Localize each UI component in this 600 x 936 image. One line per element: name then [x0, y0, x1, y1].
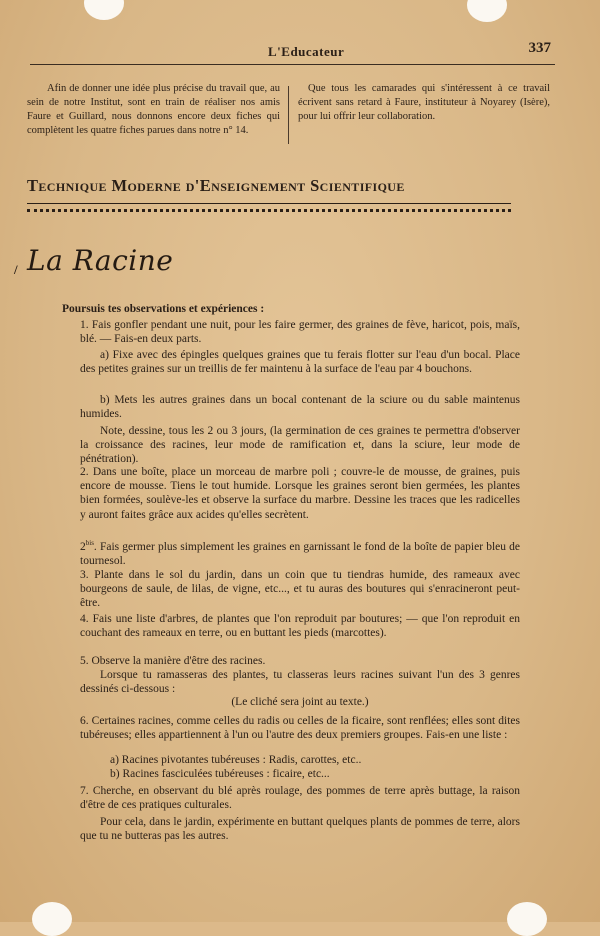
item-6-b: b) Racines fasciculées tubéreuses : ficaire, etc... [110, 768, 330, 781]
item-7-text: Pour cela, dans le jardin, expérimente en buttant quelques plants de pommes de terre, alors que tu ne butteras pas les autres. [80, 816, 520, 843]
item-4: 4. Fais une liste d'arbres, de plantes que l'on reproduit par boutures; — que l'on reproduit en couchant des rameaux en terre, ou en buttant les pieds (marcottes). [80, 613, 520, 640]
running-header [30, 40, 555, 65]
item-2: 2. Dans une boîte, place un morceau de marbre poli ; couvre-le de mousse, de graines, puis encore de mousse. Tiens le tout humide. Lorsque les graines seront bien germées, les plantes bien formées, soulève-les et observe la surface du marbre. Dessine les traces que les radicelles y auront faites grâce aux acides qu'elles secrètent. [80, 466, 520, 521]
column-divider [288, 86, 289, 144]
subheading: Poursuis tes observations et expériences : [62, 303, 265, 315]
item-6-a: a) Racines pivotantes tubéreuses : Radis, carottes, etc.. [110, 754, 362, 766]
item-2-bis-text: . Fais germer plus simplement les graines en garnissant le fond de la boîte de papier bleu de tournesol. [80, 540, 520, 568]
item-1-a: a) Fixe avec des épingles quelques graines que tu ferais flotter sur l'eau d'un bocal. Place des petites graines sur un treillis de fer maintenu à la surface de l'eau par 4 bouchons. [80, 349, 520, 376]
item-5-text: Lorsque tu ramasseras des plantes, tu classeras leurs racines suivant l'un des 3 genres dessinés ci-dessous : [80, 669, 520, 696]
margin-mark: / [14, 262, 18, 277]
item-2-bis [80, 536, 520, 568]
item-1-note: Note, dessine, tous les 2 ou 3 jours, (la germination de ces graines te permettra d'observer la croissance des racines, leur mode de ramification et, dans la sciure, leur mode de pénétration). [80, 425, 520, 466]
intro-right-paragraph: Que tous les camarades qui s'intéressent à ce travail écrivent sans retard à Faure, instituteur à Noyarey (Isère), pour lui offrir leur collaboration. [298, 83, 550, 122]
binder-hole-bottom-left [32, 902, 72, 936]
item-1-b: b) Mets les autres graines dans un bocal contenant de la sciure ou du sable maintenus humides. [80, 394, 520, 421]
item-5: 5. Observe la manière d'être des racines. [80, 655, 266, 667]
binder-hole-bottom-right [507, 902, 547, 936]
intro-left-paragraph: Afin de donner une idée plus précise du travail que, au sein de notre Institut, sont en train de réaliser nos amis Faure et Guillard, nous donnons encore deux fiches qui complètent les quatre fiches parues dans notre n° 14. [27, 83, 280, 136]
section-title-rule [27, 203, 511, 204]
item-7: 7. Cherche, en observant du blé après roulage, des pommes de terre après buttage, la raison d'être de ces pratiques culturales. [80, 785, 520, 812]
page-number: 337 [528, 40, 551, 56]
journal-name: L'Educateur [268, 44, 345, 59]
binder-hole-top-left [84, 0, 124, 20]
page-title: La Racine [27, 244, 174, 277]
image-caption: (Le cliché sera joint au texte.) [231, 696, 369, 708]
section-title: Technique Moderne d'Enseignement Scientifique [27, 176, 405, 195]
item-2-bis-superscript: bis [85, 539, 94, 547]
item-2-bis-number: 2 [80, 540, 86, 553]
item-1: 1. Fais gonfler pendant une nuit, pour les faire germer, des graines de fève, haricot, pois, maïs, blé. — Fais-en deux parts. [80, 319, 520, 346]
item-6: 6. Certaines racines, comme celles du radis ou celles de la ficaire, sont renflées; elles sont dites tubéreuses; elles appartiennent à l'un ou l'autre des deux premiers groupes. Fais-en une liste : [80, 715, 520, 742]
section-title-dotted-rule [27, 209, 511, 212]
binder-hole-top-right [467, 0, 507, 22]
item-6-list [80, 753, 520, 781]
item-3: 3. Plante dans le sol du jardin, dans un coin que tu tiendras humide, des rameaux avec bourgeons de saule, de lilas, de vigne, etc..., et tu auras des boutures qui s'enracineront peut-être. [80, 569, 520, 610]
